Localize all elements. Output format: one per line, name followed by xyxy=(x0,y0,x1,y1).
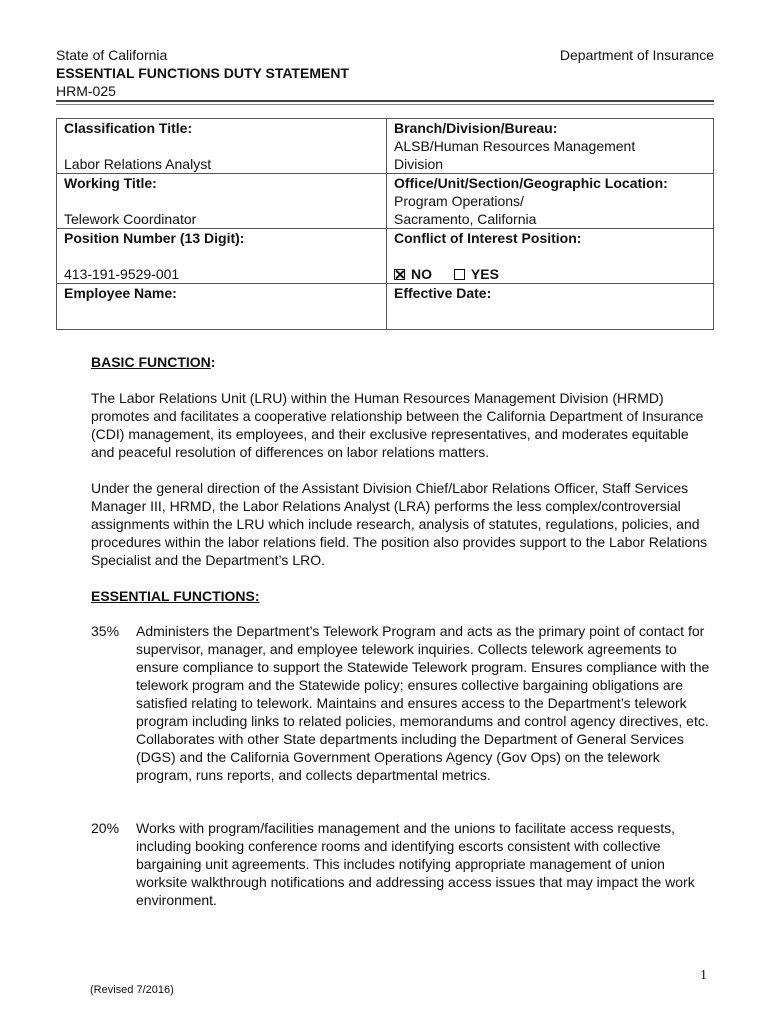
classification-value: Labor Relations Analyst xyxy=(64,156,212,172)
table-row xyxy=(57,174,714,229)
position-number-cell xyxy=(57,229,387,284)
table-row xyxy=(57,229,714,284)
function-text: Works with program/facilities management and the unions to facilitate access requests, including booking conference rooms and identifying escorts consistent with collective bargaining unit agreements. This includes notifying appropriate management of union worksite walkthrough notifications and addressing access issues that may impact the work environment. xyxy=(136,820,695,908)
coi-yes-checkbox[interactable] xyxy=(454,269,465,280)
function-item-2 xyxy=(91,819,711,909)
coi-no-checkbox[interactable] xyxy=(394,269,405,280)
header-rule-thin xyxy=(56,104,714,105)
working-title-value: Telework Coordinator xyxy=(64,211,197,227)
basic-function-heading: BASIC FUNCTION: xyxy=(91,354,216,370)
state-name: State of California xyxy=(56,47,168,63)
form-number: HRM-025 xyxy=(56,83,116,99)
branch-value-line1: ALSB/Human Resources Management xyxy=(394,138,636,154)
office-label: Office/Unit/Section/Geographic Location: xyxy=(394,175,668,191)
function-percent: 35% xyxy=(91,623,120,639)
table-row xyxy=(57,119,714,174)
classification-label: Classification Title: xyxy=(64,120,193,136)
conflict-of-interest-options xyxy=(394,265,706,283)
coi-yes-label: YES xyxy=(470,266,499,282)
department-name: Department of Insurance xyxy=(559,47,714,63)
essential-functions-heading: ESSENTIAL FUNCTIONS: xyxy=(91,588,260,604)
position-number-value: 413-191-9529-001 xyxy=(64,266,180,282)
document-title: ESSENTIAL FUNCTIONS DUTY STATEMENT xyxy=(56,65,349,81)
position-info-table xyxy=(56,118,714,330)
conflict-of-interest-label: Conflict of Interest Position: xyxy=(394,230,582,246)
revision-date: (Revised 7/2016) xyxy=(90,984,174,996)
page-number: 1 xyxy=(700,968,707,983)
function-item-1 xyxy=(91,622,711,784)
working-title-label: Working Title: xyxy=(64,175,157,191)
employee-name-label: Employee Name: xyxy=(64,285,177,301)
function-percent: 20% xyxy=(91,820,120,836)
office-value-line2: Sacramento, California xyxy=(394,211,537,227)
branch-cell xyxy=(387,119,714,174)
branch-label: Branch/Division/Bureau: xyxy=(394,120,558,136)
basic-function-paragraph-2: Under the general direction of the Assistant Division Chief/Labor Relations Officer, Staff Services Manager III, HRMD, the Labor Relations Analyst (LRA) performs the less complex/controversial assignments within the LRU which include research, analysis of statutes, regulations, policies, and procedures within the labor relations field. The position also provides support to the Labor Relations Specialist and the Department’s LRO. xyxy=(91,480,708,568)
office-cell xyxy=(387,174,714,229)
employee-name-cell xyxy=(57,284,387,330)
header-rule xyxy=(56,100,714,102)
effective-date-label: Effective Date: xyxy=(394,285,492,301)
table-row xyxy=(57,284,714,330)
conflict-of-interest-cell xyxy=(387,229,714,284)
header-left xyxy=(56,46,349,100)
working-title-cell xyxy=(57,174,387,229)
basic-function-paragraph-1: The Labor Relations Unit (LRU) within the Human Resources Management Division (HRMD) promotes and facilitates a cooperative relationship between the California Department of Insurance (CDI) management, its employees, and their exclusive representatives, and moderates equitable and peaceful resolution of differences on labor relations matters. xyxy=(91,390,704,460)
basic-function-title: BASIC FUNCTION xyxy=(91,354,211,370)
function-text: Administers the Department’s Telework Program and acts as the primary point of contact for supervisor, manager, and employee telework inquiries. Collects telework agreements to ensure compliance to support the Statewide Telework program. Ensures compliance with the telework program and the Statewide policy; ensures collective bargaining obligations are satisfied relating to telework. Maintains and ensures access to the Department’s telework program including links to related policies, memorandums and control agency directives, etc. Collaborates with other State departments including the Department of General Services (DGS) and the California Government Operations Agency (Gov Ops) on the telework program, runs reports, and collects departmental metrics. xyxy=(136,623,710,783)
position-number-label: Position Number (13 Digit): xyxy=(64,230,245,246)
office-value-line1: Program Operations/ xyxy=(394,193,524,209)
classification-cell xyxy=(57,119,387,174)
effective-date-cell xyxy=(387,284,714,330)
branch-value-line2: Division xyxy=(394,156,444,172)
coi-no-label: NO xyxy=(411,266,432,282)
